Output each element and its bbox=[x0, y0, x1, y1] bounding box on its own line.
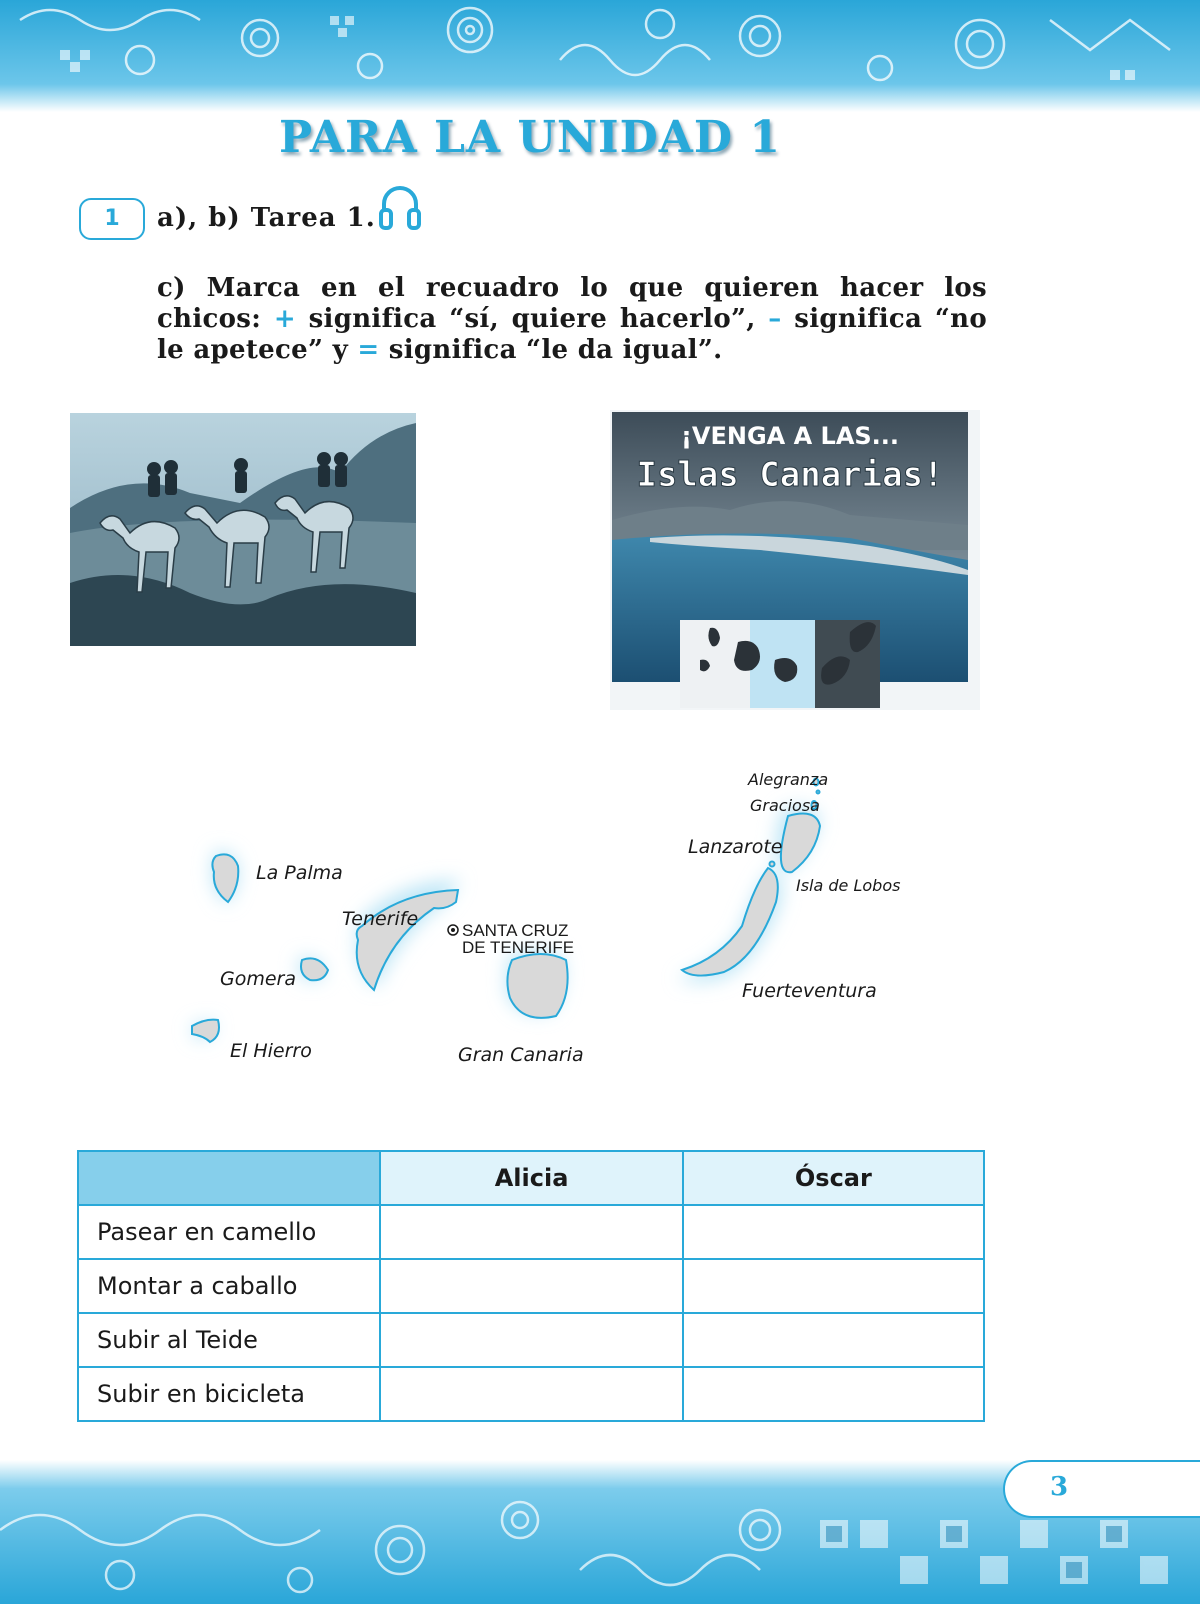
poster-line-1: ¡VENGA A LAS... bbox=[680, 422, 900, 450]
activity-label: Pasear en camello bbox=[78, 1205, 380, 1259]
label-el-hierro: El Hierro bbox=[230, 1040, 312, 1062]
answer-box-alicia[interactable] bbox=[380, 1367, 682, 1421]
activity-label: Subir al Teide bbox=[78, 1313, 380, 1367]
activities-table bbox=[77, 1150, 985, 1422]
exercise-c-instructions bbox=[157, 273, 987, 366]
island-gomera bbox=[301, 958, 328, 980]
exercise-ab-label: a), b) Tarea 1. bbox=[157, 203, 376, 233]
answer-box-alicia[interactable] bbox=[380, 1313, 682, 1367]
instr-part-2: significa “sí, quiere hacerlo”, bbox=[308, 304, 756, 334]
headphones-icon[interactable] bbox=[378, 182, 422, 236]
label-gran-canaria: Gran Canaria bbox=[458, 1044, 584, 1066]
poster-line-2: Islas Canarias! bbox=[636, 455, 944, 495]
answer-box-oscar[interactable] bbox=[683, 1313, 984, 1367]
label-tenerife: Tenerife bbox=[342, 908, 419, 930]
label-santa-cruz-line2: DE TENERIFE bbox=[462, 938, 575, 957]
label-santa-cruz-line1: SANTA CRUZ bbox=[462, 921, 569, 940]
top-decorative-band bbox=[0, 0, 1200, 112]
table-row bbox=[78, 1205, 984, 1259]
instr-part-1: c) Marca en el recuadro lo que quieren hacer los chicos: bbox=[157, 273, 987, 334]
instr-part-3: significa “no le apetece” y bbox=[157, 304, 987, 365]
camel-riders-photo bbox=[70, 413, 416, 646]
canary-islands-map bbox=[170, 760, 930, 1120]
answer-box-oscar[interactable] bbox=[683, 1367, 984, 1421]
table-row bbox=[78, 1313, 984, 1367]
equal-symbol: = bbox=[357, 335, 380, 365]
island-tenerife bbox=[357, 890, 458, 990]
table-header-row bbox=[78, 1151, 984, 1205]
table-row bbox=[78, 1367, 984, 1421]
column-header-alicia: Alicia bbox=[380, 1151, 682, 1205]
instr-part-4: significa “le da igual”. bbox=[388, 335, 723, 365]
label-alegranza: Alegranza bbox=[748, 770, 829, 789]
island-gran-canaria bbox=[507, 954, 567, 1018]
answer-box-alicia[interactable] bbox=[380, 1259, 682, 1313]
table-row bbox=[78, 1259, 984, 1313]
table-corner-cell bbox=[78, 1151, 380, 1205]
minus-symbol: – bbox=[768, 304, 782, 334]
page-number-tab bbox=[1003, 1460, 1200, 1518]
label-isla-de-lobos: Isla de Lobos bbox=[796, 876, 901, 895]
label-lanzarote: Lanzarote bbox=[688, 836, 783, 858]
island-fuerteventura bbox=[682, 868, 778, 976]
label-graciosa: Graciosa bbox=[750, 796, 820, 815]
island-la-palma bbox=[212, 854, 238, 902]
answer-box-oscar[interactable] bbox=[683, 1205, 984, 1259]
label-gomera: Gomera bbox=[220, 968, 296, 990]
column-header-oscar: Óscar bbox=[683, 1151, 984, 1205]
answer-box-alicia[interactable] bbox=[380, 1205, 682, 1259]
page-number: 3 bbox=[1050, 1472, 1069, 1502]
islas-canarias-poster bbox=[610, 410, 980, 710]
island-el-hierro bbox=[192, 1020, 219, 1042]
island-lanzarote bbox=[781, 814, 820, 873]
plus-symbol: + bbox=[273, 304, 296, 334]
exercise-number: 1 bbox=[79, 198, 145, 240]
label-la-palma: La Palma bbox=[256, 862, 343, 884]
page-title: PARA LA UNIDAD 1 bbox=[279, 112, 781, 163]
capital-marker bbox=[448, 925, 458, 935]
label-fuerteventura: Fuerteventura bbox=[742, 980, 877, 1002]
activity-label: Montar a caballo bbox=[78, 1259, 380, 1313]
activity-label: Subir en bicicleta bbox=[78, 1367, 380, 1421]
answer-box-oscar[interactable] bbox=[683, 1259, 984, 1313]
